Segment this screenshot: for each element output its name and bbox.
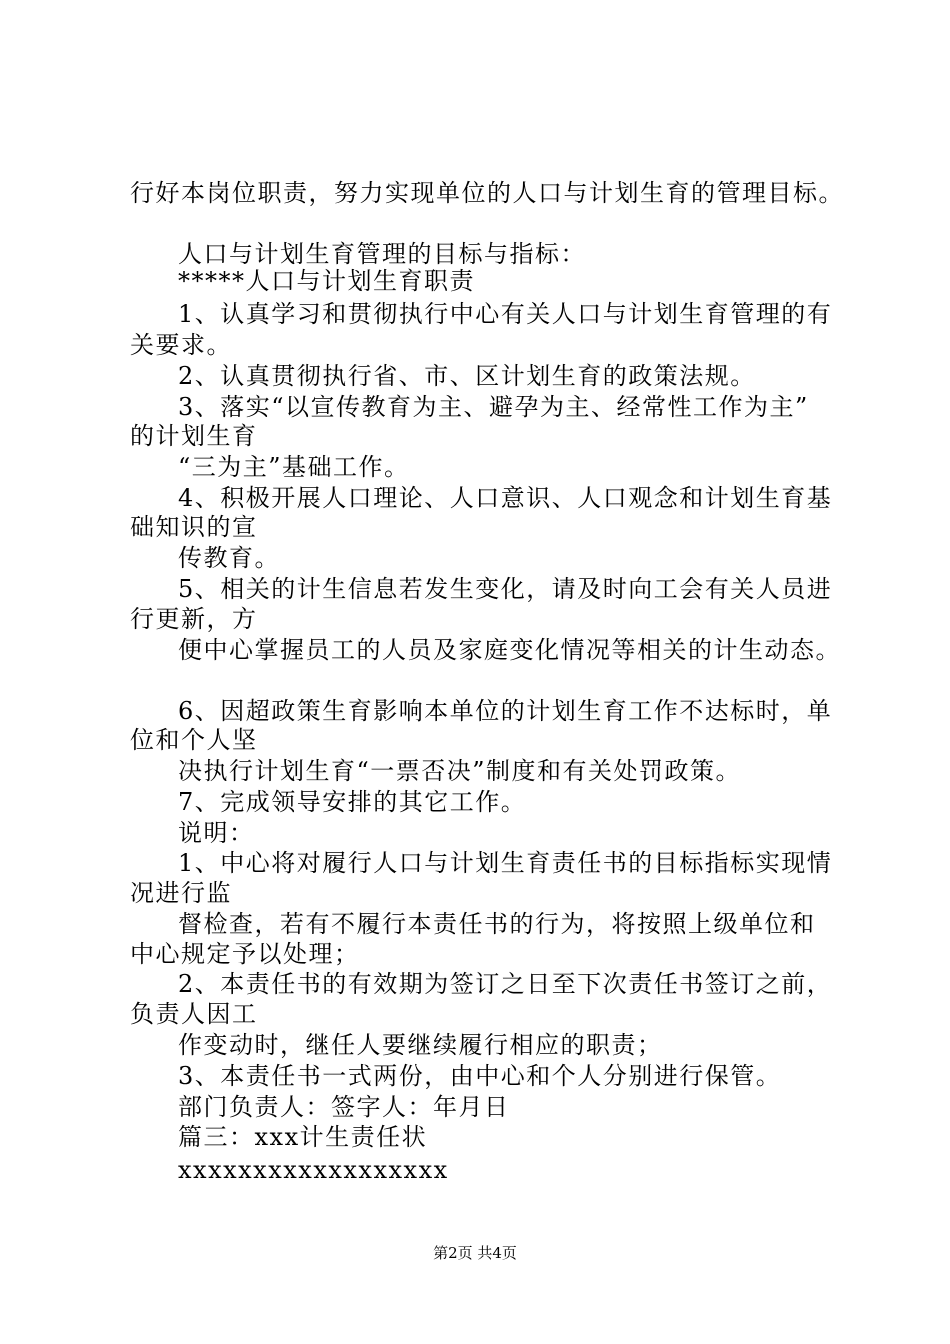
- text-line-28: 3、本责任书一式两份，由中心和个人分别进行保管。: [178, 1062, 782, 1090]
- text-line-22: 况进行监: [130, 879, 232, 907]
- text-line-31: xxxxxxxxxxxxxxxxxx: [178, 1156, 449, 1184]
- text-line-8: 的计划生育: [130, 422, 258, 450]
- text-line-21: 1、中心将对履行人口与计划生育责任书的目标指标实现情: [178, 849, 833, 877]
- text-line-6: 2、认真贯彻执行省、市、区计划生育的政策法规。: [178, 362, 756, 390]
- text-line-11: 础知识的宣: [130, 513, 258, 541]
- text-line-3: *****人口与计划生育职责: [178, 267, 475, 295]
- text-line-29: 部门负责人：签字人：年月日: [178, 1093, 510, 1121]
- text-line-19: 7、完成领导安排的其它工作。: [178, 788, 527, 816]
- text-line-10: 4、积极开展人口理论、人口意识、人口观念和计划生育基: [178, 484, 833, 512]
- text-line-14: 行更新，方: [130, 605, 258, 633]
- text-line-12: 传教育。: [178, 544, 280, 572]
- text-line-30: 篇三：xxx计生责任状: [178, 1123, 428, 1151]
- page-footer: 第2页 共4页: [433, 1244, 517, 1262]
- text-line-18: 决执行计划生育“一票否决”制度和有关处罚政策。: [178, 757, 742, 785]
- text-line-4: 1、认真学习和贯彻执行中心有关人口与计划生育管理的有: [178, 300, 833, 328]
- text-line-24: 中心规定予以处理；: [130, 940, 360, 968]
- text-line-5: 关要求。: [130, 331, 232, 359]
- text-line-2: 人口与计划生育管理的目标与指标：: [178, 240, 586, 268]
- text-line-20: 说明：: [178, 819, 255, 847]
- text-line-23: 督检查，若有不履行本责任书的行为，将按照上级单位和: [178, 910, 816, 938]
- text-line-1: 行好本岗位职责，努力实现单位的人口与计划生育的管理目标。: [130, 179, 844, 207]
- text-line-15: 便中心掌握员工的人员及家庭变化情况等相关的计生动态。: [178, 636, 841, 664]
- text-line-7: 3、落实“以宣传教育为主、避孕为主、经常性工作为主”: [178, 393, 809, 421]
- text-line-26: 负责人因工: [130, 1000, 258, 1028]
- text-line-13: 5、相关的计生信息若发生变化，请及时向工会有关人员进: [178, 575, 833, 603]
- text-line-27: 作变动时，继任人要继续履行相应的职责；: [178, 1031, 663, 1059]
- text-line-25: 2、本责任书的有效期为签订之日至下次责任书签订之前，: [178, 970, 833, 998]
- text-line-16: 6、因超政策生育影响本单位的计划生育工作不达标时，单: [178, 697, 833, 725]
- text-line-9: “三为主”基础工作。: [178, 453, 410, 481]
- text-line-17: 位和个人坚: [130, 726, 258, 754]
